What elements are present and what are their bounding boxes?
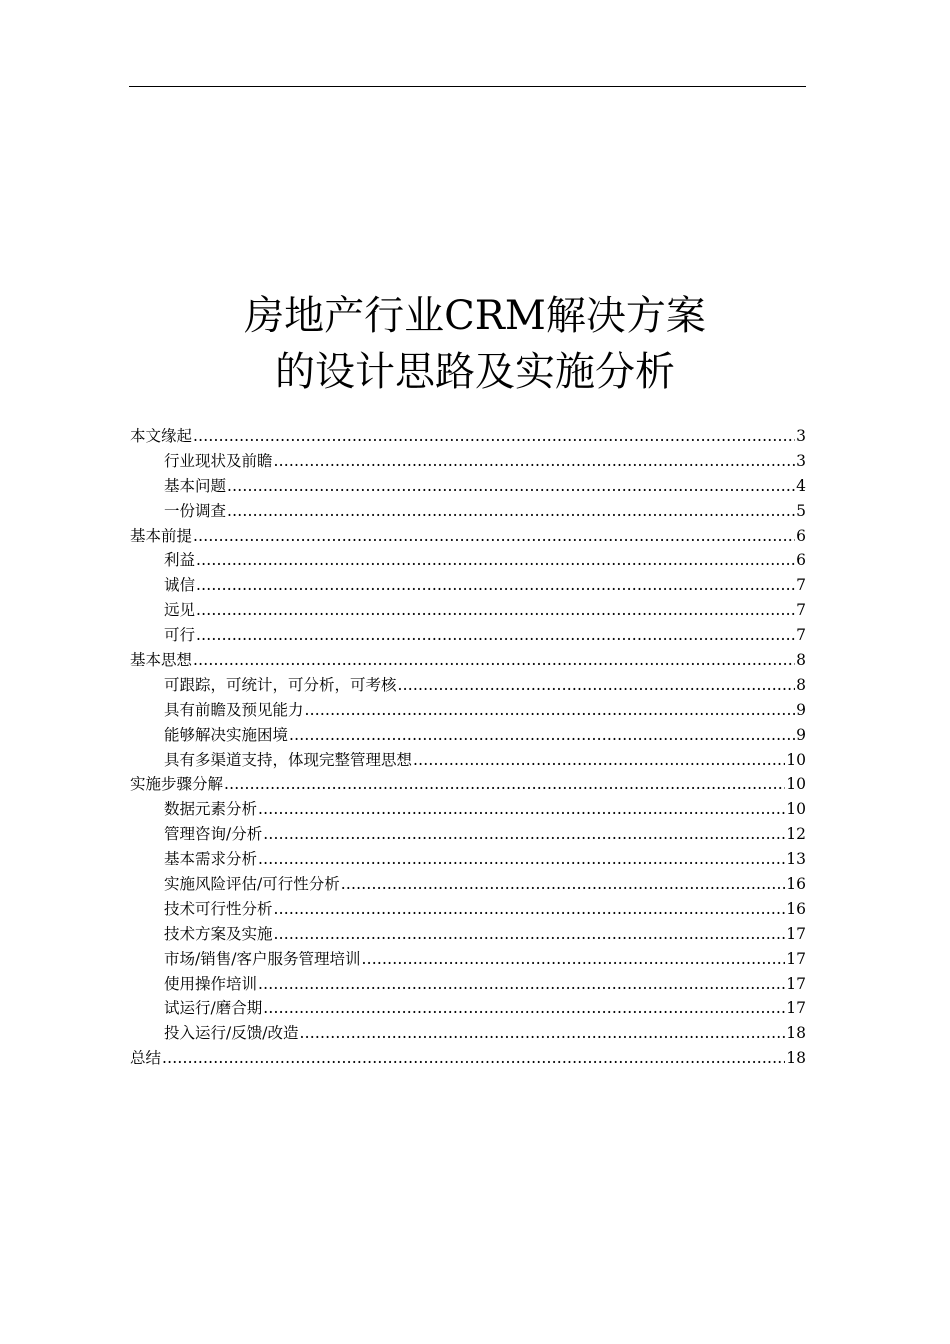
toc-subsection-entry[interactable] bbox=[130, 673, 806, 698]
toc-entry-label: 一份调查 bbox=[164, 501, 227, 520]
toc-dot-leader bbox=[193, 648, 795, 673]
toc-dot-leader bbox=[224, 772, 785, 797]
toc-subsection-entry[interactable] bbox=[130, 797, 806, 822]
toc-dot-leader bbox=[299, 1021, 785, 1046]
toc-dot-leader bbox=[227, 499, 795, 524]
toc-section-entry[interactable] bbox=[130, 524, 806, 549]
toc-entry-page-number: 5 bbox=[796, 501, 806, 520]
toc-dot-leader bbox=[162, 1046, 785, 1071]
document-title bbox=[0, 288, 950, 400]
toc-entry-label: 实施风险评估/可行性分析 bbox=[164, 875, 340, 894]
toc-dot-leader bbox=[361, 947, 785, 972]
toc-section-entry[interactable] bbox=[130, 424, 806, 449]
toc-entry-label: 基本前提 bbox=[130, 526, 193, 545]
toc-entry-label: 基本需求分析 bbox=[164, 850, 258, 869]
toc-entry-label: 技术可行性分析 bbox=[164, 899, 273, 918]
toc-dot-leader bbox=[263, 822, 785, 847]
toc-entry-page-number: 3 bbox=[796, 427, 806, 445]
toc-dot-leader bbox=[258, 972, 785, 997]
toc-dot-leader bbox=[289, 723, 795, 748]
toc-subsection-entry[interactable] bbox=[130, 822, 806, 847]
toc-subsection-entry[interactable] bbox=[130, 698, 806, 723]
toc-entry-page-number: 7 bbox=[796, 626, 806, 645]
toc-entry-page-number: 8 bbox=[796, 675, 806, 694]
toc-subsection-entry[interactable] bbox=[130, 748, 806, 773]
toc-entry-label: 管理咨询/分析 bbox=[164, 825, 263, 844]
toc-entry-page-number: 13 bbox=[786, 850, 806, 869]
toc-dot-leader bbox=[227, 474, 795, 499]
toc-entry-page-number: 9 bbox=[796, 725, 806, 744]
header-rule bbox=[129, 86, 806, 87]
toc-entry-page-number: 10 bbox=[786, 775, 806, 794]
toc-entry-page-number: 17 bbox=[786, 949, 806, 968]
toc-subsection-entry[interactable] bbox=[130, 897, 806, 922]
toc-subsection-entry[interactable] bbox=[130, 947, 806, 972]
toc-dot-leader bbox=[413, 748, 785, 773]
toc-entry-page-number: 18 bbox=[786, 1049, 806, 1068]
toc-entry-label: 可行 bbox=[164, 626, 196, 645]
toc-section-entry[interactable] bbox=[130, 648, 806, 673]
toc-dot-leader bbox=[263, 996, 785, 1021]
toc-entry-label: 本文缘起 bbox=[130, 427, 193, 445]
toc-dot-leader bbox=[193, 524, 795, 549]
toc-entry-label: 具有前瞻及预见能力 bbox=[164, 700, 304, 719]
toc-entry-label: 实施步骤分解 bbox=[130, 775, 224, 794]
toc-dot-leader bbox=[196, 623, 795, 648]
toc-dot-leader bbox=[258, 847, 785, 872]
toc-dot-leader bbox=[274, 897, 786, 922]
toc-entry-label: 总结 bbox=[130, 1049, 162, 1068]
toc-subsection-entry[interactable] bbox=[130, 922, 806, 947]
toc-dot-leader bbox=[193, 424, 795, 449]
toc-entry-label: 基本问题 bbox=[164, 476, 227, 495]
toc-subsection-entry[interactable] bbox=[130, 573, 806, 598]
toc-subsection-entry[interactable] bbox=[130, 1021, 806, 1046]
toc-entry-label: 技术方案及实施 bbox=[164, 924, 273, 943]
toc-entry-page-number: 17 bbox=[786, 924, 806, 943]
toc-entry-label: 远见 bbox=[164, 601, 196, 620]
toc-entry-label: 投入运行/反馈/改造 bbox=[164, 1024, 299, 1043]
toc-dot-leader bbox=[196, 598, 795, 623]
toc-entry-page-number: 10 bbox=[786, 800, 806, 819]
toc-entry-label: 市场/销售/客户服务管理培训 bbox=[164, 949, 361, 968]
table-of-contents bbox=[130, 424, 806, 1071]
toc-dot-leader bbox=[341, 872, 786, 897]
toc-entry-label: 数据元素分析 bbox=[164, 800, 258, 819]
toc-entry-page-number: 3 bbox=[796, 451, 806, 470]
toc-entry-page-number: 17 bbox=[786, 974, 806, 993]
toc-subsection-entry[interactable] bbox=[130, 449, 806, 474]
toc-entry-label: 行业现状及前瞻 bbox=[164, 451, 273, 470]
toc-entry-label: 使用操作培训 bbox=[164, 974, 258, 993]
toc-entry-page-number: 12 bbox=[786, 825, 806, 844]
toc-subsection-entry[interactable] bbox=[130, 723, 806, 748]
title-line-1: 房地产行业CRM解决方案 bbox=[244, 293, 706, 339]
toc-entry-page-number: 9 bbox=[796, 700, 806, 719]
toc-entry-label: 基本思想 bbox=[130, 651, 193, 670]
toc-entry-page-number: 8 bbox=[796, 651, 806, 670]
toc-entry-label: 可跟踪，可统计，可分析，可考核 bbox=[164, 675, 397, 694]
toc-entry-page-number: 7 bbox=[796, 576, 806, 595]
toc-subsection-entry[interactable] bbox=[130, 499, 806, 524]
toc-entry-label: 具有多渠道支持，体现完整管理思想 bbox=[164, 750, 413, 769]
toc-entry-page-number: 16 bbox=[786, 899, 806, 918]
toc-entry-label: 试运行/磨合期 bbox=[164, 999, 263, 1018]
toc-entry-page-number: 10 bbox=[786, 750, 806, 769]
toc-subsection-entry[interactable] bbox=[130, 972, 806, 997]
toc-subsection-entry[interactable] bbox=[130, 548, 806, 573]
toc-dot-leader bbox=[258, 797, 785, 822]
toc-section-entry[interactable] bbox=[130, 1046, 806, 1071]
toc-entry-page-number: 17 bbox=[786, 999, 806, 1018]
toc-subsection-entry[interactable] bbox=[130, 474, 806, 499]
toc-dot-leader bbox=[305, 698, 796, 723]
toc-subsection-entry[interactable] bbox=[130, 598, 806, 623]
toc-entry-page-number: 16 bbox=[786, 875, 806, 894]
toc-entry-page-number: 7 bbox=[796, 601, 806, 620]
title-line-2: 的设计思路及实施分析 bbox=[275, 349, 675, 395]
toc-entry-page-number: 4 bbox=[796, 476, 806, 495]
toc-dot-leader bbox=[196, 548, 795, 573]
toc-subsection-entry[interactable] bbox=[130, 623, 806, 648]
toc-subsection-entry[interactable] bbox=[130, 872, 806, 897]
toc-subsection-entry[interactable] bbox=[130, 996, 806, 1021]
toc-dot-leader bbox=[274, 449, 796, 474]
toc-dot-leader bbox=[196, 573, 795, 598]
toc-entry-page-number: 6 bbox=[796, 551, 806, 570]
toc-entry-label: 能够解决实施困境 bbox=[164, 725, 289, 744]
toc-entry-label: 利益 bbox=[164, 551, 196, 570]
toc-entry-page-number: 18 bbox=[786, 1024, 806, 1043]
toc-dot-leader bbox=[274, 922, 786, 947]
toc-dot-leader bbox=[398, 673, 796, 698]
toc-subsection-entry[interactable] bbox=[130, 847, 806, 872]
toc-entry-page-number: 6 bbox=[796, 526, 806, 545]
toc-section-entry[interactable] bbox=[130, 772, 806, 797]
toc-entry-label: 诚信 bbox=[164, 576, 196, 595]
